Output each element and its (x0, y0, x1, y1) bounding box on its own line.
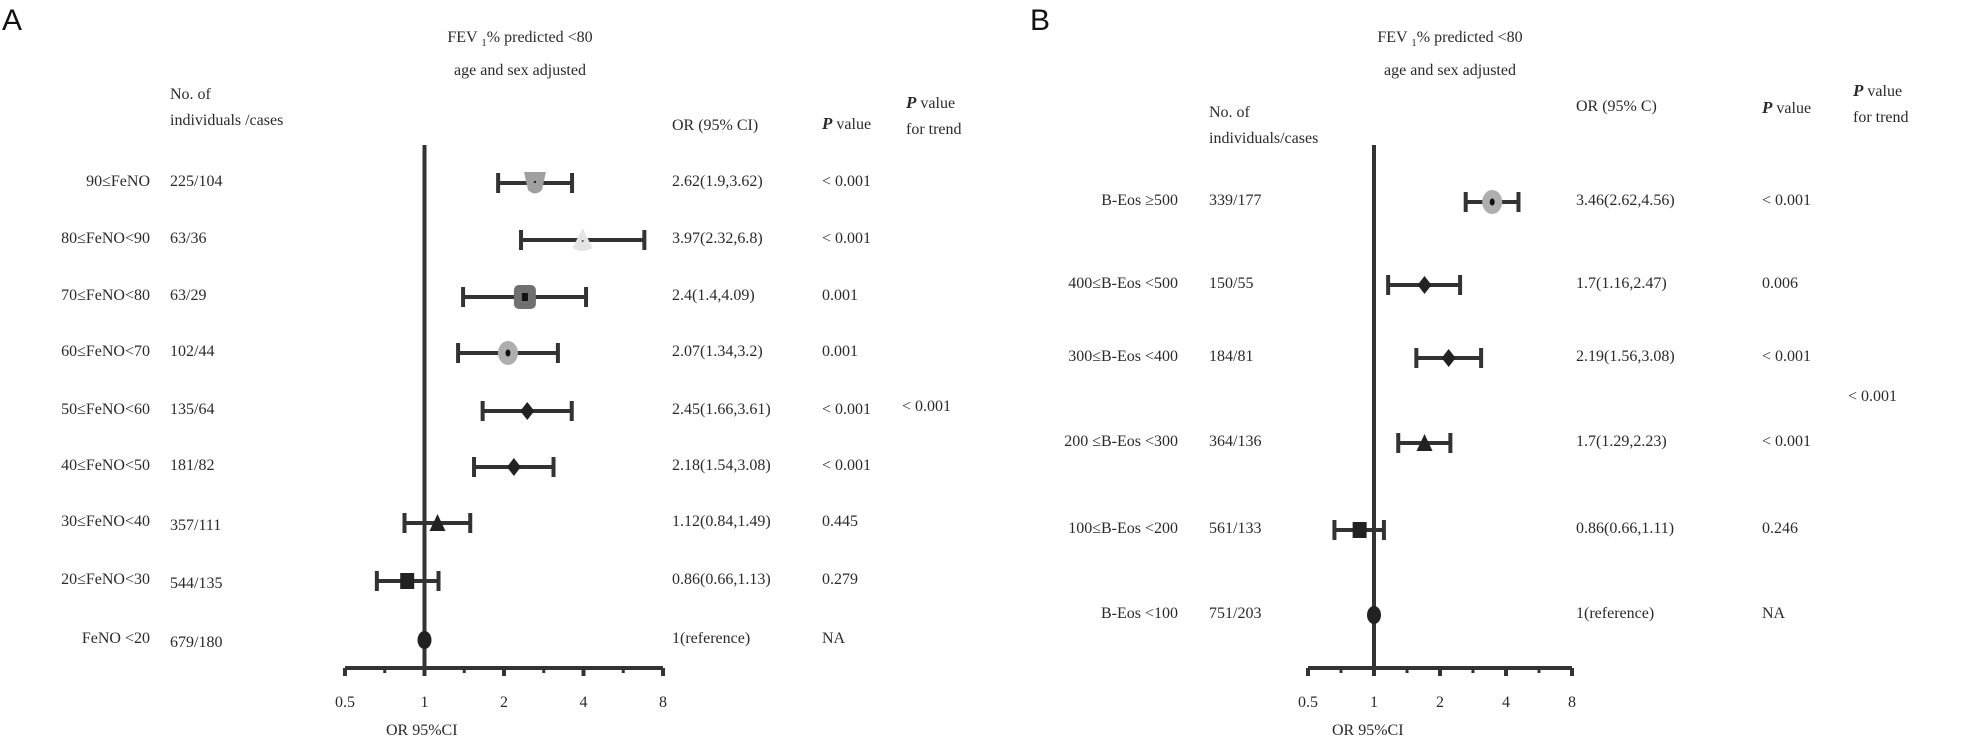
row-n: 150/55 (1209, 275, 1254, 292)
panel-a-header-n (170, 82, 283, 134)
trend-line1: value (1863, 83, 1903, 100)
row-label: 80≤FeNO<90 (61, 230, 150, 247)
panel-a-letter: A (2, 4, 23, 37)
diamond-marker (1418, 276, 1432, 294)
row-p: 0.001 (822, 343, 858, 360)
x-tick-label: 0.5 (1298, 694, 1318, 711)
row-n: 135/64 (170, 401, 215, 418)
row-n: 184/81 (1209, 348, 1254, 365)
row-label: 100≤B-Eos <200 (1068, 520, 1178, 537)
row-n: 357/111 (170, 517, 222, 534)
p-italic: P (822, 114, 833, 133)
title-subscript: 1 (1411, 37, 1417, 49)
header-n-line1: No. of (1209, 104, 1250, 121)
panel-b-header-or: OR (95% C) (1576, 98, 1657, 115)
row-n: 102/44 (170, 343, 215, 360)
title-subscript: 1 (481, 37, 487, 49)
row-n: 63/36 (170, 230, 207, 247)
panel-a-header-p (822, 114, 871, 134)
x-tick-label: 2 (1436, 694, 1444, 711)
row-label: 20≤FeNO<30 (61, 571, 150, 588)
panel-a-title-line1 (370, 22, 670, 55)
row-label: 200 ≤B-Eos <300 (1064, 433, 1178, 450)
row-or: 3.97(2.32,6.8) (672, 230, 763, 247)
row-n: 544/135 (170, 575, 223, 592)
row-n: 364/136 (1209, 433, 1262, 450)
panel-b-header-p (1762, 98, 1811, 118)
panel-a-title-line2: age and sex adjusted (454, 62, 586, 79)
row-p: < 0.001 (1762, 192, 1812, 209)
row-p: 0.279 (822, 571, 858, 588)
row-or: 2.62(1.9,3.62) (672, 173, 763, 190)
row-p: NA (1762, 605, 1786, 622)
row-p: 0.246 (1762, 520, 1798, 537)
row-or: 1.7(1.29,2.23) (1576, 433, 1667, 450)
x-tick-label: 1 (1370, 694, 1378, 711)
row-p: 0.001 (822, 287, 858, 304)
header-n-line2: individuals/cases (1209, 130, 1319, 147)
row-n: 181/82 (170, 457, 215, 474)
marker-dot (1490, 199, 1495, 206)
diamond-marker (1442, 349, 1456, 367)
panel-b-header-n (1209, 100, 1318, 152)
row-label: 300≤B-Eos <400 (1068, 348, 1178, 365)
row-p: < 0.001 (822, 401, 872, 418)
title-predicted: % predicted <80 (486, 29, 593, 46)
panel-a-header-trend (906, 90, 962, 143)
trend-line2: for trend (1853, 109, 1909, 126)
square-marker (400, 573, 414, 589)
panel-a-header-or: OR (95% CI) (672, 117, 759, 134)
row-n: 339/177 (1209, 192, 1262, 209)
row-or: 1.7(1.16,2.47) (1576, 275, 1667, 292)
header-n-line2: individuals /cases (170, 112, 284, 129)
x-tick-label: 4 (1502, 694, 1510, 711)
row-label: 30≤FeNO<40 (61, 513, 150, 530)
marker-dot (522, 293, 528, 301)
row-label: 90≤FeNO (86, 173, 150, 190)
panel-b-letter: B (1030, 4, 1051, 37)
row-or: 3.46(2.62,4.56) (1576, 192, 1675, 209)
row-label: B-Eos ≥500 (1101, 192, 1178, 209)
header-n-line1: No. of (170, 86, 211, 103)
row-or: 2.45(1.66,3.61) (672, 401, 771, 418)
title-predicted: % predicted <80 (1416, 29, 1523, 46)
row-p: NA (822, 630, 846, 647)
row-p: < 0.001 (822, 457, 872, 474)
row-label: 70≤FeNO<80 (61, 287, 150, 304)
row-or: 2.07(1.34,3.2) (672, 343, 763, 360)
diamond-marker (520, 402, 534, 420)
row-label: B-Eos <100 (1100, 605, 1178, 622)
p-italic: P (906, 93, 917, 112)
row-label: 60≤FeNO<70 (61, 343, 150, 360)
row-or: 2.4(1.4,4.09) (672, 287, 755, 304)
marker-dot (582, 240, 584, 242)
trend-line2: for trend (906, 121, 962, 138)
circle-marker (1367, 606, 1381, 624)
row-or: 2.18(1.54,3.08) (672, 457, 771, 474)
row-label: FeNO <20 (81, 630, 150, 647)
p-italic: P (1853, 81, 1864, 100)
row-label: 40≤FeNO<50 (61, 457, 150, 474)
trend-line1: value (916, 95, 956, 112)
row-p: < 0.001 (1762, 433, 1812, 450)
row-n: 561/133 (1209, 520, 1262, 537)
panel-a-xlabel: OR 95%CI (386, 722, 458, 739)
marker-dot (505, 350, 510, 357)
row-p: < 0.001 (822, 230, 872, 247)
square-marker (1353, 522, 1367, 538)
row-or: 1(reference) (1576, 605, 1655, 622)
title-fev: FEV (1377, 29, 1408, 46)
marker-dot (534, 181, 536, 183)
p-value-text: value (1772, 100, 1812, 117)
row-n: 225/104 (170, 173, 223, 190)
x-tick-label: 8 (659, 694, 667, 711)
row-p: 0.006 (1762, 275, 1798, 292)
panel-b-header-trend (1853, 78, 1909, 131)
row-p: 0.445 (822, 513, 858, 530)
row-or: 1(reference) (672, 630, 751, 647)
row-n: 63/29 (170, 287, 207, 304)
p-italic: P (1762, 98, 1773, 117)
panel-a-title (370, 22, 670, 87)
row-p: < 0.001 (1762, 348, 1812, 365)
row-or: 0.86(0.66,1.11) (1576, 520, 1675, 537)
x-tick-label: 4 (579, 694, 588, 711)
row-label: 50≤FeNO<60 (61, 401, 150, 418)
circle-marker (418, 631, 432, 649)
x-tick-label: 2 (500, 694, 508, 711)
x-tick-label: 1 (420, 694, 429, 711)
title-fev: FEV (447, 29, 478, 46)
row-p: < 0.001 (822, 173, 872, 190)
panel-b-title-line1 (1300, 22, 1600, 55)
row-or: 0.86(0.66,1.13) (672, 571, 771, 588)
row-n: 751/203 (1209, 605, 1262, 622)
row-label: 400≤B-Eos <500 (1068, 275, 1178, 292)
panel-b-p-trend: < 0.001 (1848, 388, 1898, 405)
panel-a-p-trend: < 0.001 (902, 398, 952, 415)
p-value-text: value (832, 116, 872, 133)
row-or: 1.12(0.84,1.49) (672, 513, 771, 530)
panel-b-title (1300, 22, 1600, 87)
x-tick-label: 8 (1568, 694, 1576, 711)
panel-b-xlabel: OR 95%CI (1332, 722, 1404, 739)
row-or: 2.19(1.56,3.08) (1576, 348, 1675, 365)
x-tick-label: 0.5 (335, 694, 355, 711)
row-n: 679/180 (170, 634, 223, 651)
panel-b-title-line2: age and sex adjusted (1384, 62, 1516, 79)
diamond-marker (507, 458, 521, 476)
